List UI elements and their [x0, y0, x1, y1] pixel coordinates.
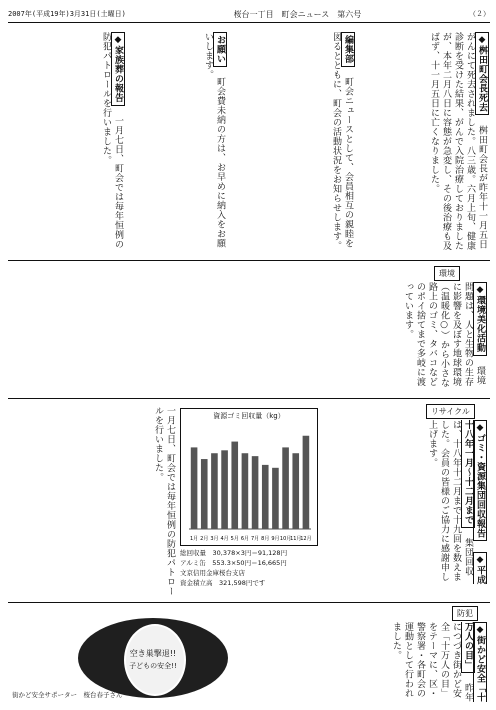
chart-tick-4: 4月 — [220, 536, 229, 542]
recycle-band: リサイクル — [426, 404, 475, 419]
chart-note-2: アルミ缶 553.3×50円＝16,665円 — [180, 559, 287, 567]
chart-tick-8: 8月 — [261, 536, 270, 542]
chart-title: 資源ゴミ回収量（kg） — [213, 412, 285, 420]
poster-caption: 街かど安全サポーター 桜台春子さん — [12, 691, 123, 699]
left-mid-body: 一月七日、町会では毎年恒例の防犯パトロールを行いました。 — [153, 406, 175, 596]
obituary-body: 桝田町会長が昨年十一月五日がんにて死去されました。八三歳。六月上旬、健康診断を受けた結果、がんで入院治療しておりましたが、本年二月八日に容態が急変し、その後治療も及ばず、十一月五日に亡くなりました。 — [429, 32, 487, 251]
editor-title: 編集部 — [341, 32, 355, 67]
environment-title: ◆環境美化活動 — [473, 282, 487, 356]
chart-tick-6: 6月 — [240, 536, 250, 542]
divider-2 — [8, 398, 490, 399]
chart-tick-7: 7月 — [250, 536, 260, 542]
environment-section — [12, 282, 486, 392]
crime-title: ◆街かど安全「十万人の目」 — [463, 622, 485, 702]
chart-tick-1: 1月 — [189, 536, 199, 542]
poster-art — [78, 618, 228, 698]
chart-tick-10: 10月 — [279, 536, 292, 542]
chart-note-4: 資金積立高 321,598円です — [180, 579, 266, 587]
family-title: ◆家族葬の報告 — [111, 32, 125, 106]
obituary-section — [358, 32, 488, 252]
crime-body: 昨年につづき街かど安全「十万人の目」をテーマに、区・警察署・各町会の運動として行われました。 — [391, 622, 473, 702]
obituary-title: ◆桝田町会長死去 — [475, 32, 489, 115]
editor-body: 町会ニュースとして、会員相互の親睦を図るとともに、町会の活動状況をお知らせします。 — [331, 32, 353, 251]
divider-1 — [8, 260, 490, 261]
recycle-section — [326, 420, 486, 590]
chart-notes — [180, 548, 320, 588]
chart-bar-12 — [303, 436, 310, 529]
chart-bar-11 — [292, 453, 299, 529]
chart-bar-5 — [231, 442, 238, 529]
page-number: （２） — [469, 10, 490, 18]
divider-3 — [8, 602, 490, 603]
chart-note-1: 総回収量 30,378×3円＝91,128円 — [180, 549, 288, 557]
chart-tick-3: 3月 — [210, 536, 219, 542]
crime-section — [244, 622, 486, 702]
chart-tick-12: 12月 — [300, 536, 312, 542]
chart-bar-3 — [211, 453, 218, 529]
recycle-subtitle: ◆平成十八年一月〜十二月まで — [463, 420, 485, 584]
note-title: お願い — [213, 32, 227, 67]
recycle-title: ◆ゴミ・資源集団回収報告 — [473, 420, 487, 541]
family-body: 一月七日、町会では毎年恒例の防犯パトロールを行いました。 — [101, 32, 123, 249]
note-body: 町会費未納の方は、お早めに納入をお願いします。 — [203, 32, 225, 248]
crime-band: 防犯 — [452, 606, 478, 621]
recycle-chart — [180, 408, 318, 546]
editor-section — [230, 32, 354, 252]
chart-bar-9 — [272, 468, 279, 529]
chart-tick-5: 5月 — [230, 536, 239, 542]
page-header — [8, 6, 490, 23]
chart-note-3: 文京信用金庫桜台支店 — [180, 569, 245, 577]
issue-date: 2007年(平成19年)3月31日(土曜日) — [8, 10, 126, 18]
newsletter-name: 桜台一丁目 町会ニュース 第六号 — [233, 9, 362, 19]
recycle-body: 集団回収は、十八年十二月まで十九回を数えました。会員の皆様のご協力に感謝申し上げます。 — [427, 420, 473, 582]
chart-bar-6 — [242, 453, 249, 529]
chart-tick-9: 9月 — [271, 536, 280, 542]
poster-line-1: 空き巣撃退!! — [129, 649, 177, 658]
chart-tick-11: 11月 — [290, 536, 302, 542]
chart-tick-2: 2月 — [200, 536, 209, 542]
poster-line-2: 子どもの安全!! — [129, 662, 177, 670]
family-section — [12, 32, 124, 252]
safety-poster — [78, 618, 228, 698]
note-section — [128, 32, 226, 252]
environment-band: 環境 — [434, 266, 460, 281]
newsletter-page — [8, 6, 490, 704]
environment-body: 環境問題は、人と生物の生存に影響を及ぼす地球環境（温暖化○）から小さな路上のゴミ、タバコなどのポイ捨てまで多岐に渡っています。 — [403, 282, 485, 388]
chart-bar-7 — [252, 456, 259, 529]
chart-bar-8 — [262, 465, 269, 529]
left-mid-section — [12, 406, 176, 602]
chart-bar-1 — [191, 447, 198, 529]
chart-bar-2 — [201, 459, 208, 529]
chart-bar-4 — [221, 450, 228, 529]
chart-bar-10 — [282, 447, 289, 529]
chart-plot — [181, 421, 317, 545]
